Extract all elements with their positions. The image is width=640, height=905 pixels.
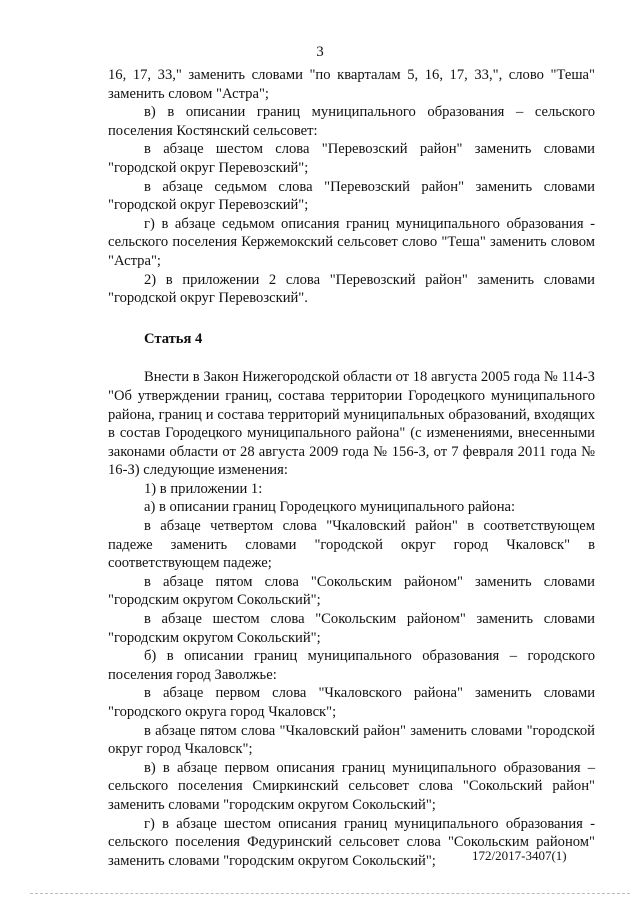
paragraph: в) в абзаце первом описания границ муниципального образования – сельского поселения Смиркинский сельсовет слова "Сокольский район" заменить словами "городским округом Сокольский"; bbox=[108, 759, 595, 813]
page-number: 3 bbox=[316, 44, 324, 60]
paragraph: в абзаце пятом слова "Чкаловский район" заменить словами "городской округ город Чкаловск"; bbox=[108, 722, 595, 758]
paragraph: в абзаце седьмом слова "Перевозский район" заменить словами "городской округ Перевозский"; bbox=[108, 178, 595, 214]
article-heading: Статья 4 bbox=[144, 330, 203, 347]
paragraph: в абзаце первом слова "Чкаловского района" заменить словами "городского округа город Чкаловск"; bbox=[108, 685, 595, 720]
paragraph: б) в описании границ муниципального образования – городского поселения город Заволжье: bbox=[108, 648, 595, 683]
paragraph: а) в описании границ Городецкого муниципального района: bbox=[144, 499, 516, 516]
paragraph: в абзаце пятом слова "Сокольским районом" заменить словами "городским округом Сокольский"; bbox=[108, 573, 595, 609]
paragraph: 16, 17, 33," заменить словами "по кварталам 5, 16, 17, 33,", слово "Теша" заменить словом "Астра"; bbox=[108, 67, 595, 102]
paragraph: в) в описании границ муниципального образования – сельского поселения Костянский сельсовет: bbox=[108, 104, 595, 139]
paragraph: в абзаце четвертом слова "Чкаловский район" в соответствующем падеже заменить словами "городской округ город Чкаловск" в соответствующем падеже; bbox=[108, 518, 595, 572]
page-bottom-divider bbox=[30, 893, 630, 894]
paragraph: Внести в Закон Нижегородской области от 18 августа 2005 года № 114-З "Об утверждении границ, состава территории Городецкого муниципального района, границ и состава территорий муниципальных образований, входящих в состав Городецкого муниципального района" (с изменениями, внесенными законами области от 28 августа 2009 года № 156-З, от 7 февраля 2011 года № 16-З) следующие изменения: bbox=[108, 369, 595, 479]
paragraph: 2) в приложении 2 слова "Перевозский район" заменить словами "городской округ Перевозский". bbox=[108, 271, 595, 307]
document-code: 172/2017-3407(1) bbox=[472, 848, 567, 863]
paragraph: г) в абзаце седьмом описания границ муниципального образования - сельского поселения Кержемокский сельсовет слово "Теша" заменить словом "Астра"; bbox=[108, 215, 595, 269]
paragraph: в абзаце шестом слова "Сокольским районом" заменить словами "городским округом Сокольский"; bbox=[108, 611, 595, 646]
paragraph: 1) в приложении 1: bbox=[144, 480, 263, 497]
paragraph: г) в абзаце шестом описания границ муниципального образования - сельского поселения Федуринский сельсовет слова "Сокольским районом" заменить словами "городским округом Сокольский"; bbox=[108, 815, 595, 869]
document-body bbox=[108, 66, 595, 870]
paragraph: в абзаце шестом слова "Перевозский район" заменить словами "городской округ Перевозский"; bbox=[108, 141, 595, 176]
